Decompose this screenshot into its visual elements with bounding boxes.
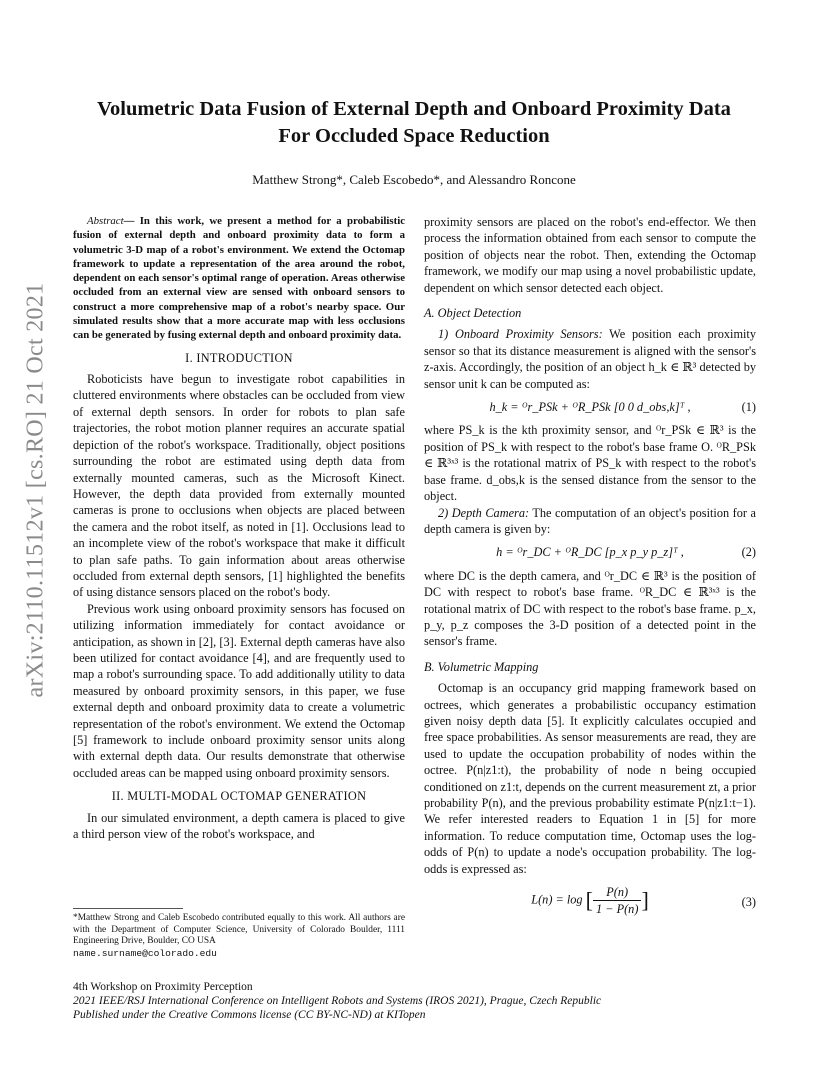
onboard-paragraph — [424, 326, 756, 392]
left-column — [73, 214, 405, 842]
subsection-heading-volumetric-mapping: B. Volumetric Mapping — [424, 659, 539, 674]
author-list: Matthew Strong*, Caleb Escobedo*, and Alessandro Roncone — [252, 172, 576, 187]
equation-1-body: h_k = ᴼr_PSk + ᴼR_PSk [0 0 d_obs,k]ᵀ , — [489, 400, 691, 415]
paper-title: Volumetric Data Fusion of External Depth and Onboard Proximity Data For Occluded Space Reduction — [97, 98, 731, 147]
equation-2-body: h = ᴼr_DC + ᴼR_DC [p_x p_y p_z]ᵀ , — [496, 545, 684, 560]
equation-3-denominator: 1 − P(n) — [595, 902, 639, 917]
equation-1 — [424, 399, 756, 415]
equation-3-numerator: P(n) — [593, 884, 641, 901]
footnote-rule — [73, 908, 183, 909]
onboard-text: We position each proximity sensor so that its distance measurement is aligned with the sensor's z-axis. Accordingly, the position of an object h_k ∈ ℝ³ detected by sensor unit k can be computed as: — [424, 327, 756, 391]
equation-3-fraction — [593, 884, 641, 918]
footnote — [73, 908, 405, 960]
multimodal-paragraph-1: In our simulated environment, a depth camera is placed to give a third person view of the robot's workspace, and — [73, 810, 405, 842]
depth-paragraph — [424, 505, 756, 538]
abstract — [73, 214, 405, 343]
abstract-text: — In this work, we present a method for a probabilistic fusion of external depth and onboard proximity data to form a volumetric 3-D map of a robot's environment. We extend the Octomap framework to update a representation of the area around the robot, dependent on each sensor's optimal range of operation. Areas otherwise occluded from an external view are sensed with onboard sensors to construct a more comprehensive map of a robot's nearby space. Our simulated results show that a more accurate map with less occlusions can be generated by fusing external depth and onboard proximity data. — [73, 215, 405, 342]
right-column — [424, 214, 756, 925]
venue-workshop: 4th Workshop on Proximity Perception — [73, 981, 253, 993]
volumetric-paragraph-1: Octomap is an occupancy grid mapping framework based on octrees, which generates a probabilistic occupancy estimation given noisy depth data [5]. It explicitly calculates occupied and free space probabilities. As sensor measurements are read, they are used to update the occupation probability of nodes within the octree. P(n|z1:t), the probability of node n being occupied conditioned on z1:t, depends on the current measurement zt, a prior probability P(n), and the previous probability estimate P(n|z1:t−1). We refer interested readers to Equation 1 in [5] for more information. To reduce computation time, Octomap uses the log-odds of P(n) to update a node's occupation probability. The log-odds is expressed as: — [424, 681, 756, 876]
venue-conference: 2021 IEEE/RSJ International Conference on Intelligent Robots and Systems (IROS 2021), Prague, Czech Republic — [73, 995, 602, 1008]
footnote-text: *Matthew Strong and Caleb Escobedo contributed equally to this work. All authors are with the Department of Computer Science, University of Colorado Boulder, 1111 Engineering Drive, Boulder, CO USA — [73, 913, 405, 946]
venue-license: Published under the Creative Commons license (CC BY-NC-ND) at KITopen — [73, 1009, 426, 1022]
venue-block — [73, 980, 763, 1023]
section-heading-introduction: I. INTRODUCTION — [185, 350, 293, 365]
abstract-label: Abstract — [87, 215, 124, 227]
depth-text: The computation of an object's position for a depth camera is given by: — [424, 505, 756, 536]
subsection-heading-object-detection: A. Object Detection — [424, 306, 522, 321]
intro-paragraph-1: Roboticists have begun to investigate robot capabilities in cluttered environments where obstacles can be occluded from view of external depth sensors. In order for robots to plan safe trajectories, the robot motion planner requires an accurate spatial depiction of the robot's workspace. Traditionally, object positions surrounding the robot are estimated using depth data from externally mounted cameras, such as the Microsoft Kinect. However, the depth data provided from externally mounted cameras is prone to occlusions when objects are placed between the camera and the robot itself, as noted in [1]. Occlusions lead to an incomplete view of the robot's workspace that make it difficult to plan safe paths. To gain information about areas otherwise occluded from external depth sensors, [1] highlighted the benefits of using distance sensors placed on the robot's body. — [73, 372, 405, 600]
equation-2 — [424, 544, 756, 560]
depth-label: 2) Depth Camera: — [438, 505, 530, 520]
onboard-label: 1) Onboard Proximity Sensors: — [438, 327, 603, 342]
equation-3-lhs: L(n) = log — [531, 892, 583, 907]
equation-1-number: (1) — [741, 400, 756, 415]
right-paragraph-0: proximity sensors are placed on the robot's end-effector. We then process the information obtained from each sensor to compute the position of objects near the robot. Then, extending the Octomap framework, we modify our map using a novel probabilistic update, dependent on which sensor detected each object. — [424, 215, 756, 295]
onboard-after-paragraph: where PS_k is the kth proximity sensor, and ᴼr_PSk ∈ ℝ³ is the position of PS_k with respect to the robot's base frame O. ᴼR_PSk ∈ ℝ³ˣ³ is the rotational matrix of PS_k with respect to the robot's base frame. d_obs,k is the sensed distance from the sensor to the object. — [424, 423, 756, 504]
equation-2-number: (2) — [741, 545, 756, 560]
equation-3: L(n) = log [ $\frac{P(n)}{1 - P(n)}$ ] (3) — [531, 885, 756, 917]
arxiv-stamp — [16, 282, 56, 698]
section-heading-multimodal: II. MULTI-MODAL OCTOMAP GENERATION — [111, 789, 367, 804]
depth-after-paragraph: where DC is the depth camera, and ᴼr_DC ∈ ℝ³ is the position of DC with respect to robot's base frame. ᴼR_DC ∈ ℝ³ˣ³ is the rotational matrix of DC with respect to the robot's base frame. p_x, p_y, p_z composes the 3-D position of a detected point in the sensor's frame. — [424, 568, 756, 649]
equation-3-number: (3) — [741, 895, 756, 910]
footnote-email: name.surname@colorado.edu — [73, 947, 217, 959]
intro-paragraph-2: Previous work using onboard proximity sensors has focused on utilizing information immediately for contact avoidance or anticipation, as shown in [2], [3]. External depth cameras have also been utilized for contact avoidance [4], and are frequently used to map a robot's surrounding space. To add additionally utility to data measured by onboard proximity sensors, in this paper, we fuse external depth and onboard proximity data to create a volumetric representation of the robot's environment. We extend the Octomap [5] framework to include onboard proximity sensor units along with external depth data. Our results demonstrate that otherwise occluded areas can be mapped using onboard proximity sensors. — [73, 601, 405, 780]
arxiv-stamp-text: arXiv:2110.11512v1 [cs.RO] 21 Oct 2021 — [22, 282, 49, 698]
